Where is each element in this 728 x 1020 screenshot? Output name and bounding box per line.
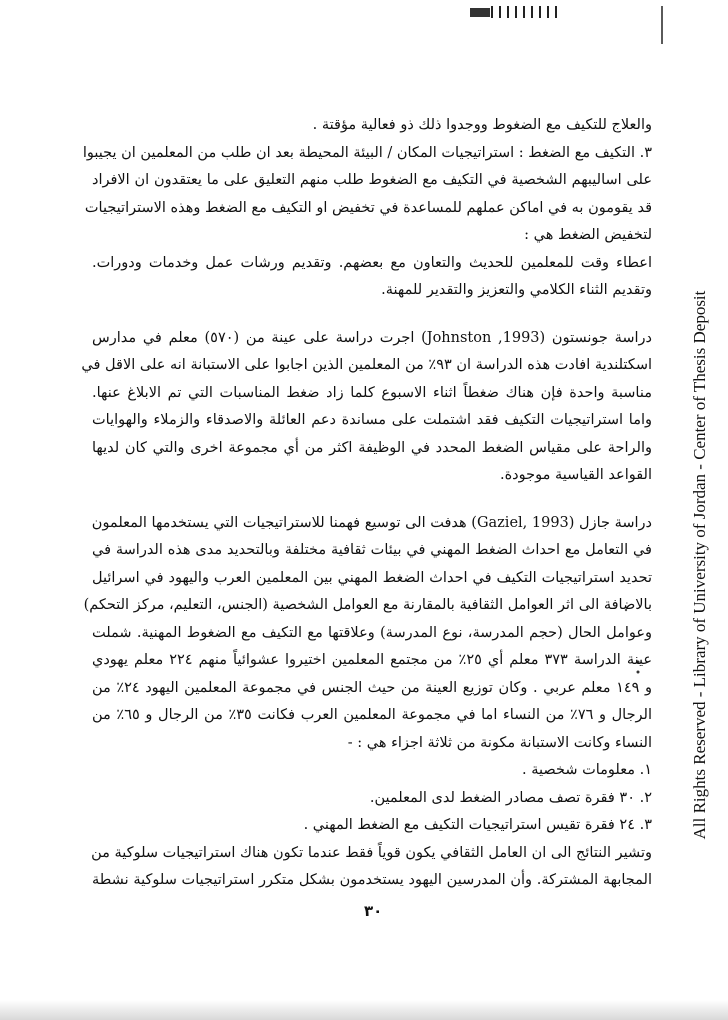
list-item: ٣. ٢٤ فقرة تقيس استراتيجيات التكيف مع الضغط المهني . [303, 817, 652, 833]
text-line: قد يقومون به في اماكن عملهم للمساعدة في تخفيض او التكيف مع الضغط وهذه الاستراتيجيات [84, 199, 652, 216]
text-line: على اساليبهم الشخصية في التكيف مع الضغوط طلب منهم التعليق على ما يعتقدون ان الافراد [92, 172, 652, 188]
text-line: مناسبة واحدة فإن هناك ضغطاً اثناء الاسبوع كلما زاد ضغط المناسبات التي تم الابلاغ عنها. [92, 384, 652, 401]
johnston-heading-line: دراسة جونستون (Johnston ,1993) اجرت دراسة على عينة من (٥٧٠) معلم في مدارس [92, 329, 652, 346]
list-item: ٢. ٣٠ فقرة تصف مصادر الضغط لدى المعلمين. [369, 789, 652, 806]
text-line: عينة الدراسة ٣٧٣ معلم أي ٢٥٪ من مجتمع المعلمين اختيروا عشوائياً منهم ٢٢٤ معلم يهودي [92, 652, 652, 668]
scan-bottom-edge [0, 1000, 728, 1020]
text-line: وتشير النتائج الى ان العامل الثقافي يكون قوياً فقط عندما تكون هناك استراتيجيات سلوكية من [91, 844, 652, 861]
text-line: و ١٤٩ معلم عربي . وكان توزيع العينة من حيث الجنس في مجموعة المعلمين اليهود ٢٤٪ من [92, 679, 652, 696]
list-item: ١. معلومات شخصية . [522, 762, 652, 778]
page-body [81, 112, 652, 895]
text-line: اعطاء وقت للمعلمين للحديث والتعاون مع بعضهم. وتقديم ورشات عمل وخدمات ودورات. [92, 254, 652, 271]
page-number: ٣٠ [364, 902, 383, 920]
text-line: والراحة على مقياس الضغط المحدد في الوظيفة اكثر من أي مجموعة اخرى والتي كان لديها [92, 439, 652, 456]
text-line: اسكتلندية افادت هذه الدراسة ان ٩٣٪ من المعلمين الذين اجابوا على الاستبانة انه على الاقل في [81, 357, 652, 373]
text-line: واما استراتيجيات التكيف فقد اشتملت على مساندة دعم العائلة والاصدقاء والزملاء والهوايات [92, 412, 652, 428]
text-line: المجابهة المشتركة. وأن المدرسين اليهود يستخدمون بشكل متكرر استراتيجيات سلوكية نشطة [92, 872, 652, 888]
text-line: لتخفيض الضغط هي : [524, 227, 652, 243]
watermark-text: All Rights Reserved - Library of University of Jordan - Center of Thesis Deposit [690, 290, 709, 840]
text-line: القواعد القياسية موجودة. [499, 467, 652, 483]
text-line: النساء وكانت الاستبانة مكونة من ثلاثة اجزاء هي : - [347, 734, 652, 751]
gaziel-heading-line: دراسة جازل (Gaziel, 1993) هدفت الى توسيع فهمنا للاستراتيجيات التي يستخدمها المعلمون [91, 514, 652, 531]
text-line: وعوامل الحال (حجم المدرسة، نوع المدرسة) وعلاقتها مع التكيف مع الضغوط المهنية. شملت [92, 624, 652, 641]
watermark-container [680, 145, 720, 985]
text-line: ٣. التكيف مع الضغط : استراتيجيات المكان / البيئة المحيطة بعد ان طلب من المعلمين ان يجيبوا [82, 144, 652, 161]
text-line: تحديد استراتيجيات التكيف في احداث الضغط المهني بين المعلمين العرب والیهود في اسرائيل [92, 569, 652, 586]
text-line: بالاضافة الى اثر العوامل الثقافية بالمقارنة مع العوامل الشخصية (الجنس، التعليم، مركز التحكم) [83, 597, 652, 613]
text-line: الرجال و ٧٦٪ من النساء اما في مجموعة المعلمين العرب فكانت ٣٥٪ من الرجال و ٦٥٪ من [92, 707, 652, 723]
text-line: في التعامل مع احداث الضغط المهني في بيئات ثقافية مختلفة وبالتحديد مدى هذه الدراسة في [92, 542, 652, 558]
text-line: والعلاج للتكيف مع الضغوط ووجدوا ذلك ذو فعالية مؤقتة . [312, 117, 652, 133]
text-line: وتقديم الثناء الكلامي والتعزيز والتقدير للمهنة. [381, 282, 652, 298]
